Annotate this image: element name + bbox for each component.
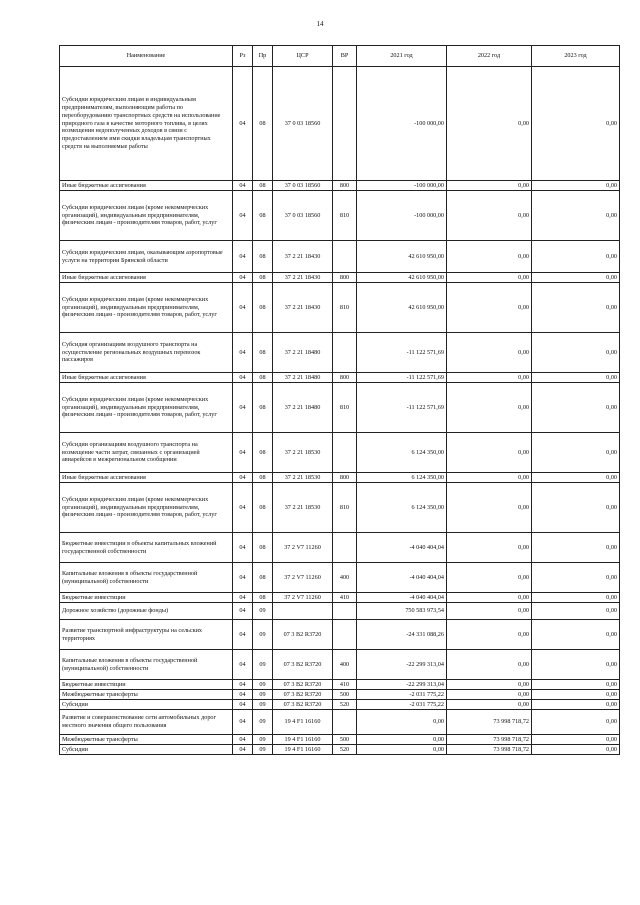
row-2023: 0,00 <box>532 650 620 680</box>
table-row <box>60 710 620 735</box>
row-vr: 500 <box>333 690 357 700</box>
row-2021: -100 000,00 <box>357 181 447 191</box>
row-csr: 19 4 F1 16160 <box>273 745 333 755</box>
row-csr: 37 2 21 18530 <box>273 483 333 533</box>
row-vr: 800 <box>333 473 357 483</box>
row-csr: 19 4 F1 16160 <box>273 735 333 745</box>
row-2021: -4 040 404,04 <box>357 563 447 593</box>
row-name: Субсидии юридическим лицам (кроме некоммерческих организаций), индивидуальным предпринимателям, физическим лицам - производителям товаров, работ, услуг <box>60 283 233 333</box>
row-2021: -2 031 775,22 <box>357 700 447 710</box>
row-pr: 08 <box>253 333 273 373</box>
row-vr <box>333 710 357 735</box>
row-pr: 08 <box>253 563 273 593</box>
row-csr: 07 3 В2 R3720 <box>273 680 333 690</box>
row-2023: 0,00 <box>532 533 620 563</box>
row-2023: 0,00 <box>532 593 620 603</box>
row-2023: 0,00 <box>532 700 620 710</box>
row-2021: 6 124 350,00 <box>357 483 447 533</box>
row-pr: 08 <box>253 283 273 333</box>
row-name: Бюджетные инвестиции <box>60 593 233 603</box>
row-2023: 0,00 <box>532 433 620 473</box>
row-csr: 07 3 В2 R3720 <box>273 700 333 710</box>
row-vr <box>333 533 357 563</box>
row-pr: 08 <box>253 373 273 383</box>
row-2022: 0,00 <box>447 603 532 620</box>
table-row <box>60 700 620 710</box>
row-2023: 0,00 <box>532 283 620 333</box>
row-rz: 04 <box>233 593 253 603</box>
table-row <box>60 483 620 533</box>
row-2023: 0,00 <box>532 181 620 191</box>
row-2021: -11 122 571,69 <box>357 373 447 383</box>
table-row <box>60 333 620 373</box>
row-csr: 19 4 F1 16160 <box>273 710 333 735</box>
row-rz: 04 <box>233 383 253 433</box>
row-pr: 09 <box>253 745 273 755</box>
row-name: Субсидии юридическим лицам, оказывающим аэропортовые услуги на территории Брянской области <box>60 241 233 273</box>
header-2021: 2021 год <box>357 46 447 67</box>
table-row <box>60 283 620 333</box>
row-pr: 09 <box>253 620 273 650</box>
row-name: Субсидия организациям воздушного транспорта на осуществление региональных воздушных перевозок пассажиров <box>60 333 233 373</box>
table-row <box>60 620 620 650</box>
header-csr: ЦСР <box>273 46 333 67</box>
row-2023: 0,00 <box>532 680 620 690</box>
header-name: Наименование <box>60 46 233 67</box>
row-2021: 0,00 <box>357 745 447 755</box>
row-2022: 0,00 <box>447 433 532 473</box>
row-2022: 0,00 <box>447 680 532 690</box>
row-rz: 04 <box>233 191 253 241</box>
row-vr: 800 <box>333 373 357 383</box>
row-2022: 73 998 718,72 <box>447 735 532 745</box>
table-row <box>60 273 620 283</box>
row-2023: 0,00 <box>532 735 620 745</box>
row-pr: 09 <box>253 603 273 620</box>
row-rz: 04 <box>233 283 253 333</box>
row-2021: -100 000,00 <box>357 67 447 181</box>
row-2022: 0,00 <box>447 620 532 650</box>
row-pr: 08 <box>253 593 273 603</box>
row-pr: 08 <box>253 433 273 473</box>
row-2021: 0,00 <box>357 710 447 735</box>
row-csr: 37 0 03 18560 <box>273 191 333 241</box>
row-name: Бюджетные инвестиции в объекты капитальных вложений государственной собственности <box>60 533 233 563</box>
row-rz: 04 <box>233 745 253 755</box>
row-2021: 750 583 973,54 <box>357 603 447 620</box>
row-2021: 0,00 <box>357 735 447 745</box>
row-name: Межбюджетные трансферты <box>60 690 233 700</box>
row-2023: 0,00 <box>532 690 620 700</box>
row-name: Развитие и совершенствование сети автомобильных дорог местного значения общего пользования <box>60 710 233 735</box>
row-2022: 0,00 <box>447 191 532 241</box>
row-name: Иные бюджетные ассигнования <box>60 373 233 383</box>
row-name: Дорожное хозяйство (дорожные фонды) <box>60 603 233 620</box>
row-vr: 400 <box>333 650 357 680</box>
table-row <box>60 650 620 680</box>
row-vr: 520 <box>333 700 357 710</box>
row-name: Субсидии юридическим лицам (кроме некоммерческих организаций), индивидуальным предпринимателям, физическим лицам - производителям товаров, работ, услуг <box>60 191 233 241</box>
row-2022: 0,00 <box>447 690 532 700</box>
table-row <box>60 433 620 473</box>
row-2022: 0,00 <box>447 67 532 181</box>
row-rz: 04 <box>233 433 253 473</box>
row-rz: 04 <box>233 650 253 680</box>
row-2021: -22 299 313,04 <box>357 680 447 690</box>
row-pr: 08 <box>253 473 273 483</box>
table-row <box>60 473 620 483</box>
row-2022: 0,00 <box>447 563 532 593</box>
table-row <box>60 181 620 191</box>
header-2022: 2022 год <box>447 46 532 67</box>
row-name: Субсидии юридическим лицам (кроме некоммерческих организаций), индивидуальным предпринимателям, физическим лицам - производителям товаров, работ, услуг <box>60 383 233 433</box>
row-rz: 04 <box>233 473 253 483</box>
row-2022: 0,00 <box>447 593 532 603</box>
row-2021: 42 610 950,00 <box>357 283 447 333</box>
table-row <box>60 373 620 383</box>
header-pr: Пр <box>253 46 273 67</box>
row-name: Капитальные вложения в объекты государственной (муниципальной) собственности <box>60 563 233 593</box>
row-2022: 0,00 <box>447 650 532 680</box>
row-csr: 37 0 03 18560 <box>273 181 333 191</box>
row-rz: 04 <box>233 603 253 620</box>
row-rz: 04 <box>233 710 253 735</box>
row-rz: 04 <box>233 241 253 273</box>
row-name: Субсидии юридическим лицам (кроме некоммерческих организаций), индивидуальным предпринимателям, физическим лицам - производителям товаров, работ, услуг <box>60 483 233 533</box>
row-2022: 0,00 <box>447 533 532 563</box>
row-rz: 04 <box>233 333 253 373</box>
row-2022: 0,00 <box>447 383 532 433</box>
table-row <box>60 533 620 563</box>
row-csr: 37 2 21 18430 <box>273 283 333 333</box>
row-csr: 37 2 V7 11260 <box>273 563 333 593</box>
row-2023: 0,00 <box>532 473 620 483</box>
row-name: Субсидии организациям воздушного транспорта на возмещение части затрат, связанных с организацией авиарейсов в межрегиональном сообщении <box>60 433 233 473</box>
table-row <box>60 745 620 755</box>
header-row <box>60 46 620 67</box>
row-2022: 0,00 <box>447 373 532 383</box>
table-row <box>60 735 620 745</box>
row-csr: 07 3 В2 R3720 <box>273 620 333 650</box>
row-pr: 08 <box>253 533 273 563</box>
row-name: Субсидии юридическим лицам и индивидуальным предпринимателям, выполняющим работы по переоборудованию транспортных средств на использование природного газа в качестве моторного топлива, в целях возмещения недополученных доходов в связи с предоставлением ими скидки владельцам транспортных средств на выполняемые работы <box>60 67 233 181</box>
row-name: Иные бюджетные ассигнования <box>60 181 233 191</box>
table-row <box>60 690 620 700</box>
row-pr: 08 <box>253 241 273 273</box>
row-2023: 0,00 <box>532 191 620 241</box>
row-rz: 04 <box>233 735 253 745</box>
row-2023: 0,00 <box>532 373 620 383</box>
row-rz: 04 <box>233 273 253 283</box>
header-rz: Рз <box>233 46 253 67</box>
row-2022: 0,00 <box>447 241 532 273</box>
row-name: Субсидии <box>60 700 233 710</box>
row-2023: 0,00 <box>532 563 620 593</box>
row-2021: -11 122 571,69 <box>357 383 447 433</box>
header-vr: ВР <box>333 46 357 67</box>
row-csr: 37 2 21 18480 <box>273 383 333 433</box>
row-2021: 6 124 350,00 <box>357 473 447 483</box>
row-csr: 07 3 В2 R3720 <box>273 690 333 700</box>
table-row <box>60 241 620 273</box>
row-pr: 09 <box>253 690 273 700</box>
row-2022: 0,00 <box>447 473 532 483</box>
row-pr: 08 <box>253 273 273 283</box>
row-rz: 04 <box>233 700 253 710</box>
row-name: Межбюджетные трансферты <box>60 735 233 745</box>
row-rz: 04 <box>233 373 253 383</box>
row-2021: -4 040 404,04 <box>357 533 447 563</box>
row-2022: 0,00 <box>447 273 532 283</box>
row-csr: 07 3 В2 R3720 <box>273 650 333 680</box>
row-rz: 04 <box>233 533 253 563</box>
row-vr: 800 <box>333 181 357 191</box>
row-2021: 42 610 950,00 <box>357 241 447 273</box>
row-2023: 0,00 <box>532 745 620 755</box>
row-2023: 0,00 <box>532 603 620 620</box>
row-vr <box>333 603 357 620</box>
row-2023: 0,00 <box>532 620 620 650</box>
row-csr: 37 2 21 18530 <box>273 473 333 483</box>
row-2021: 6 124 350,00 <box>357 433 447 473</box>
budget-table <box>59 45 620 755</box>
table-row <box>60 563 620 593</box>
table-row <box>60 603 620 620</box>
header-2023: 2023 год <box>532 46 620 67</box>
row-vr: 520 <box>333 745 357 755</box>
row-rz: 04 <box>233 680 253 690</box>
row-pr: 08 <box>253 483 273 533</box>
row-rz: 04 <box>233 181 253 191</box>
row-2023: 0,00 <box>532 383 620 433</box>
row-csr <box>273 603 333 620</box>
row-2022: 73 998 718,72 <box>447 710 532 735</box>
row-csr: 37 0 03 18560 <box>273 67 333 181</box>
row-vr <box>333 67 357 181</box>
row-2022: 0,00 <box>447 283 532 333</box>
table-row <box>60 67 620 181</box>
row-pr: 09 <box>253 700 273 710</box>
row-2022: 73 998 718,72 <box>447 745 532 755</box>
row-vr: 810 <box>333 383 357 433</box>
row-csr: 37 2 V7 11260 <box>273 593 333 603</box>
row-vr: 400 <box>333 563 357 593</box>
table-row <box>60 383 620 433</box>
row-name: Субсидии <box>60 745 233 755</box>
row-vr: 810 <box>333 483 357 533</box>
row-2023: 0,00 <box>532 67 620 181</box>
table-row <box>60 191 620 241</box>
row-vr: 800 <box>333 273 357 283</box>
row-pr: 08 <box>253 383 273 433</box>
row-pr: 09 <box>253 680 273 690</box>
row-2023: 0,00 <box>532 333 620 373</box>
row-pr: 08 <box>253 181 273 191</box>
row-2023: 0,00 <box>532 710 620 735</box>
row-csr: 37 2 21 18430 <box>273 241 333 273</box>
row-csr: 37 2 V7 11260 <box>273 533 333 563</box>
row-2023: 0,00 <box>532 273 620 283</box>
row-2022: 0,00 <box>447 333 532 373</box>
row-2021: -22 299 313,04 <box>357 650 447 680</box>
row-2022: 0,00 <box>447 181 532 191</box>
row-csr: 37 2 21 18430 <box>273 273 333 283</box>
row-csr: 37 2 21 18480 <box>273 333 333 373</box>
row-2021: -100 000,00 <box>357 191 447 241</box>
row-rz: 04 <box>233 483 253 533</box>
row-vr <box>333 241 357 273</box>
row-name: Капитальные вложения в объекты государственной (муниципальной) собственности <box>60 650 233 680</box>
row-vr <box>333 333 357 373</box>
row-rz: 04 <box>233 563 253 593</box>
row-2021: -11 122 571,69 <box>357 333 447 373</box>
row-vr: 410 <box>333 680 357 690</box>
row-csr: 37 2 21 18480 <box>273 373 333 383</box>
row-rz: 04 <box>233 67 253 181</box>
table-row <box>60 593 620 603</box>
row-2022: 0,00 <box>447 483 532 533</box>
row-2021: 42 610 950,00 <box>357 273 447 283</box>
row-2021: -4 040 404,04 <box>357 593 447 603</box>
row-csr: 37 2 21 18530 <box>273 433 333 473</box>
row-vr: 410 <box>333 593 357 603</box>
row-2023: 0,00 <box>532 483 620 533</box>
row-vr <box>333 433 357 473</box>
row-vr <box>333 620 357 650</box>
row-pr: 09 <box>253 710 273 735</box>
row-2021: -24 331 088,26 <box>357 620 447 650</box>
row-vr: 500 <box>333 735 357 745</box>
row-name: Иные бюджетные ассигнования <box>60 473 233 483</box>
row-name: Развитие транспортной инфраструктуры на сельских территориях <box>60 620 233 650</box>
row-rz: 04 <box>233 690 253 700</box>
row-name: Иные бюджетные ассигнования <box>60 273 233 283</box>
row-2021: -2 031 775,22 <box>357 690 447 700</box>
row-pr: 09 <box>253 735 273 745</box>
page-number: 14 <box>316 20 324 28</box>
row-pr: 09 <box>253 650 273 680</box>
row-pr: 08 <box>253 191 273 241</box>
row-vr: 810 <box>333 283 357 333</box>
row-vr: 810 <box>333 191 357 241</box>
row-2022: 0,00 <box>447 700 532 710</box>
row-name: Бюджетные инвестиции <box>60 680 233 690</box>
row-2023: 0,00 <box>532 241 620 273</box>
row-rz: 04 <box>233 620 253 650</box>
table-row <box>60 680 620 690</box>
row-pr: 08 <box>253 67 273 181</box>
